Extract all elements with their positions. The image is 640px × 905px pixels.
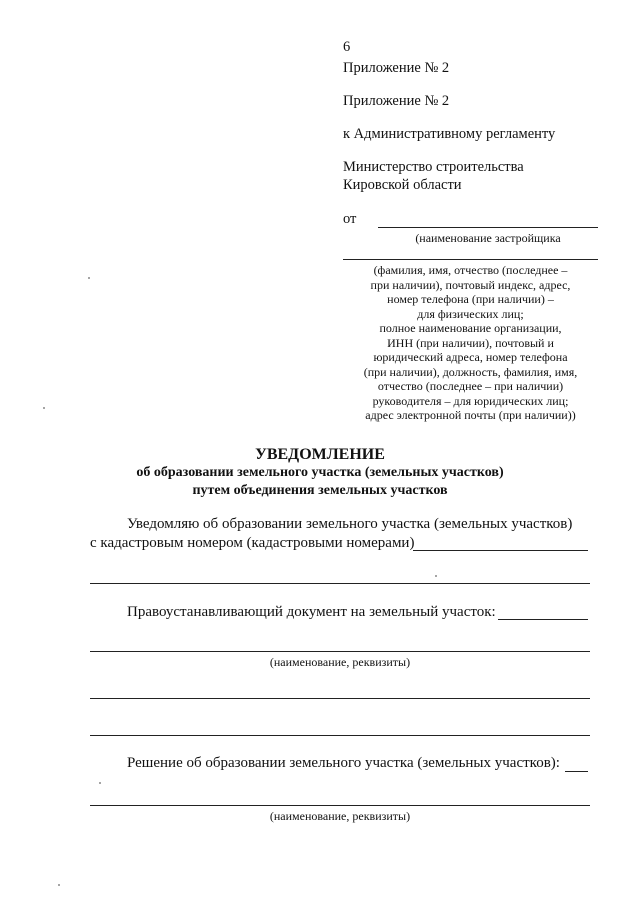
cadastral-number-label: с кадастровым номером (кадастровыми номерами)	[90, 535, 415, 551]
document-title: УВЕДОМЛЕНИЕ	[255, 446, 385, 463]
applicant-caption-line: (при наличии), должность, фамилия, имя,	[363, 364, 578, 379]
formation-decision-caption: (наименование, реквизиты)	[269, 809, 411, 823]
formation-decision-line	[565, 771, 588, 772]
cadastral-number-line	[413, 550, 588, 551]
developer-caption: (наименование застройщика	[415, 231, 561, 245]
document-subtitle-2: путем объединения земельных участков	[192, 483, 448, 498]
developer-name-line	[378, 227, 598, 228]
applicant-caption-line: для физических лиц;	[417, 306, 524, 321]
scan-speck	[43, 407, 45, 409]
applicant-caption	[343, 263, 598, 423]
applicant-caption-line: (фамилия, имя, отчество (последнее –	[373, 263, 568, 277]
applicant-caption-line: юридический адреса, номер телефона	[373, 350, 568, 364]
formation-decision-continuation-line	[90, 805, 590, 806]
appendix-label-repeat: Приложение № 2	[343, 93, 450, 109]
title-document-continuation-line	[90, 651, 590, 652]
applicant-caption-line: номер телефона (при наличии) –	[387, 292, 554, 306]
title-document-extra-line-2	[90, 735, 590, 736]
applicant-caption-line: ИНН (при наличии), почтовый и	[387, 335, 554, 350]
scan-speck	[435, 575, 437, 577]
title-document-caption: (наименование, реквизиты)	[269, 655, 411, 669]
cadastral-continuation-line	[90, 583, 590, 584]
scan-speck	[99, 782, 101, 784]
applicant-caption-line: при наличии), почтовый индекс, адрес,	[370, 277, 571, 292]
ministry-name: Министерство строительства	[343, 159, 524, 175]
appendix-label: Приложение № 2	[343, 60, 450, 76]
title-document-line	[498, 619, 588, 620]
title-document-extra-line	[90, 698, 590, 699]
regulation-reference: к Административному регламенту	[343, 126, 556, 142]
title-document-label: Правоустанавливающий документ на земельный участок:	[127, 604, 496, 620]
applicant-details-line	[343, 259, 598, 260]
document-subtitle: об образовании земельного участка (земельных участков)	[136, 465, 504, 480]
ministry-region: Кировской области	[343, 177, 462, 193]
notification-paragraph: Уведомляю об образовании земельного участка (земельных участков)	[127, 516, 573, 532]
from-label: от	[343, 211, 357, 227]
applicant-caption-line: полное наименование организации,	[379, 321, 562, 335]
scan-speck	[58, 884, 60, 886]
page-number: 6	[343, 39, 351, 55]
applicant-caption-line: адрес электронной почты (при наличии))	[365, 408, 576, 422]
applicant-caption-line: руководителя – для юридических лиц;	[372, 393, 569, 408]
applicant-caption-line: отчество (последнее – при наличии)	[377, 379, 564, 393]
scan-speck	[88, 277, 90, 279]
formation-decision-label: Решение об образовании земельного участка (земельных участков):	[127, 755, 560, 771]
